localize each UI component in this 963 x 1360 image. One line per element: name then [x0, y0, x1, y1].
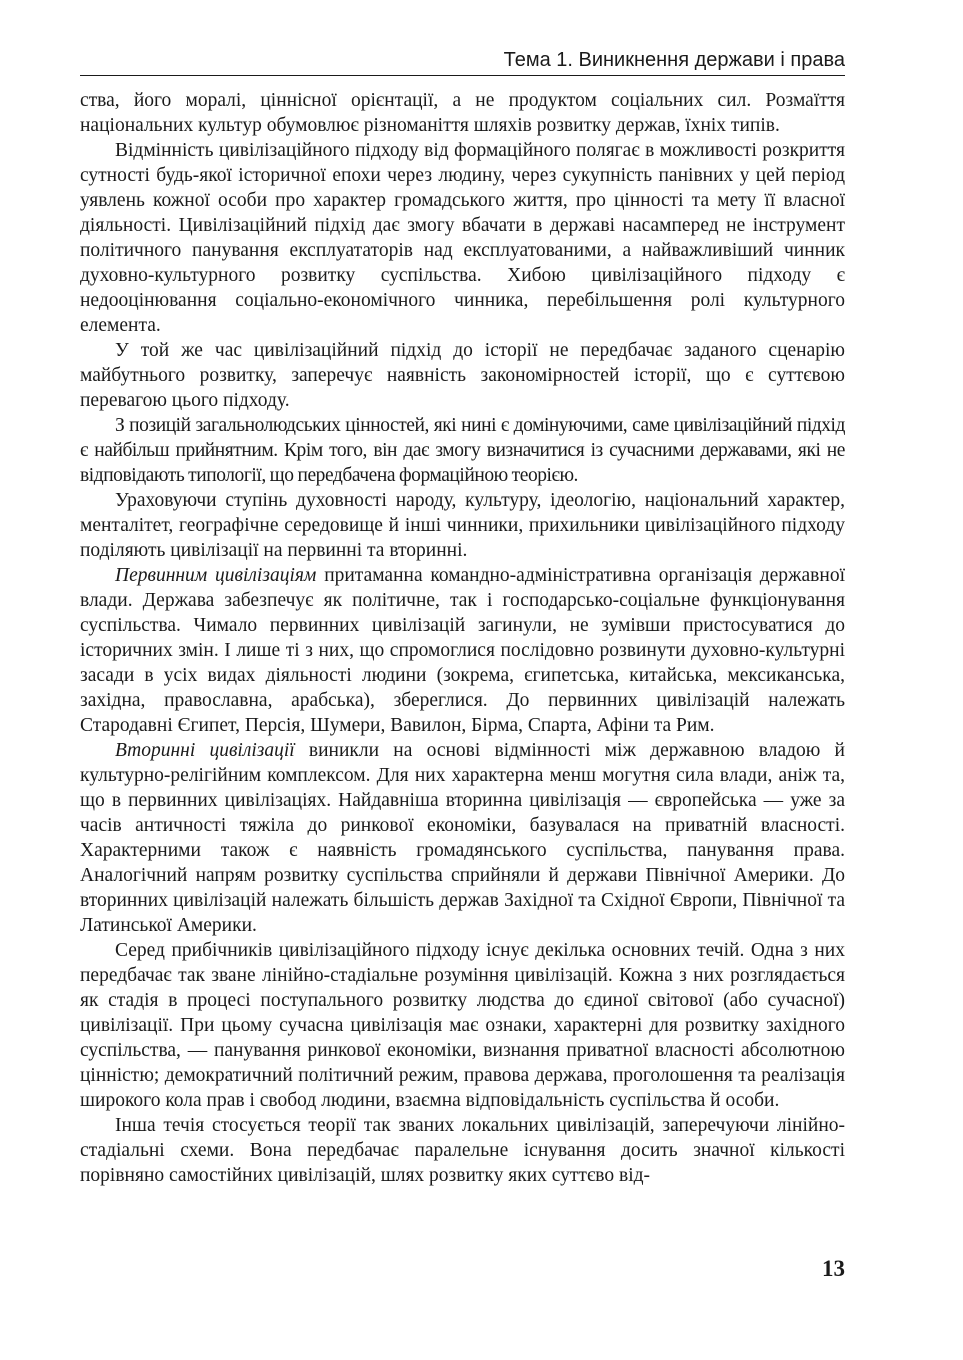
paragraph-5: Ураховуючи ступінь духовності народу, культуру, ідеологію, національний характер, менталітет, географічне середовище й інші чинники, прихильники цивілізаційного підходу поділяють цивілізації на первинні та вторинні.	[80, 490, 845, 561]
paragraph-8: Серед прибічників цивілізаційного підходу існує декілька основних течій. Одна з них передбачає так зване лінійно-стадіальне розуміння цивілізацій. Кожна з них розглядається як стадія в процесі поступального розвитку людства до єдиної світової (або сучасної) цивілізації. При цьому сучасна цивілізація має ознаки, характерні для розвитку західного суспільства, — панування ринкової економіки, визнання приватної власності абсолютною цінністю; демократичний політичний режим, правова держава, проголошення та реалізація широкого кола прав і свобод людини, взаємна відповідальність суспільства й особи.	[80, 940, 845, 1111]
paragraph-2: Відмінність цивілізаційного підходу від формаційного полягає в можливості розкриття сутності будь-якої історичної епохи через людину, через сукупність панівних у цей період уявлень кожної особи про характер громадського життя, про цінності та мету її власної діяльності. Цивілізаційний підхід дає змогу вбачати в державі насамперед не інструмент політичного панування експлуататорів над експлуатованими, а найважливіший чинник духовно-культурного розвитку суспільства. Хибою цивілізаційного підходу є недооцінювання соціально-економічного чинника, перебільшення ролі культурного елемента.	[80, 140, 845, 336]
running-head: Тема 1. Виникнення держави і права	[503, 49, 845, 71]
paragraph-1: ства, його моралі, ціннісної орієнтації, а не продуктом соціальних сил. Розмаїття національних культур обумовлює різноманіття шляхів розвитку держав, їхніх типів.	[80, 90, 845, 136]
italic-term-secondary: Вторинні цивілізації	[115, 740, 295, 761]
italic-term-primary: Первинним цивілізаціям	[115, 565, 317, 586]
paragraph-6: Первинним цивілізаціям притаманна командно-адміністративна організація державної влади. Держава забезпечує як політичне, так і господарсько-соціальне функціонування суспільства. Чимало первинних цивілізацій загинули, не зумівши пристосуватися до історичних змін. І лише ті з них, що спромоглися послідовно розвинути духовно-культурні засади в усіх видах діяльності людини (зокрема, єгипетська, китайська, мексиканська, західна, православна, арабська), збереглися. До первинних цивілізацій належать Стародавні Єгипет, Персія, Шумери, Вавилон, Бірма, Спарта, Афіни та Рим.	[80, 565, 845, 736]
paragraph-9: Інша течія стосується теорії так званих локальних цивілізацій, заперечуючи лінійно-стадіальні схеми. Вона передбачає паралельне існування досить значної кількості порівняно самостійних цивілізацій, шлях розвитку яких суттєво від-	[80, 1115, 845, 1186]
paragraph-7: Вторинні цивілізації виникли на основі відмінності між державною владою й культурно-релігійним комплексом. Для них характерна менш могутня сила влади, аніж та, що в первинних цивілізаціях. Найдавніша вторинна цивілізація — європейська — уже за часів античності тяжіла до ринкової економіки, базувалася на приватній власності. Характерними також є наявність громадянського суспільства, панування права. Аналогічний напрям розвитку суспільства сприйняли й держави Північної Америки. До вторинних цивілізацій належать більшість держав Західної та Східної Європи, Північної та Латинської Америки.	[80, 740, 845, 936]
paragraph-4: З позицій загальнолюдських цінностей, які нині є домінуючими, саме цивілізаційний підхід є найбільш прийнятним. Крім того, він дає змогу визначитися із сучасними державами, які не відповідають типології, що передбачена формаційною теорією.	[80, 415, 845, 486]
header-rule	[80, 75, 845, 76]
body-text	[80, 88, 845, 1188]
page-number: 13	[822, 1256, 845, 1281]
paragraph-3: У той же час цивілізаційний підхід до історії не передбачає заданого сценарію майбутнього розвитку, заперечує наявність закономірностей історії, що є суттєвою перевагою цього підходу.	[80, 340, 845, 411]
